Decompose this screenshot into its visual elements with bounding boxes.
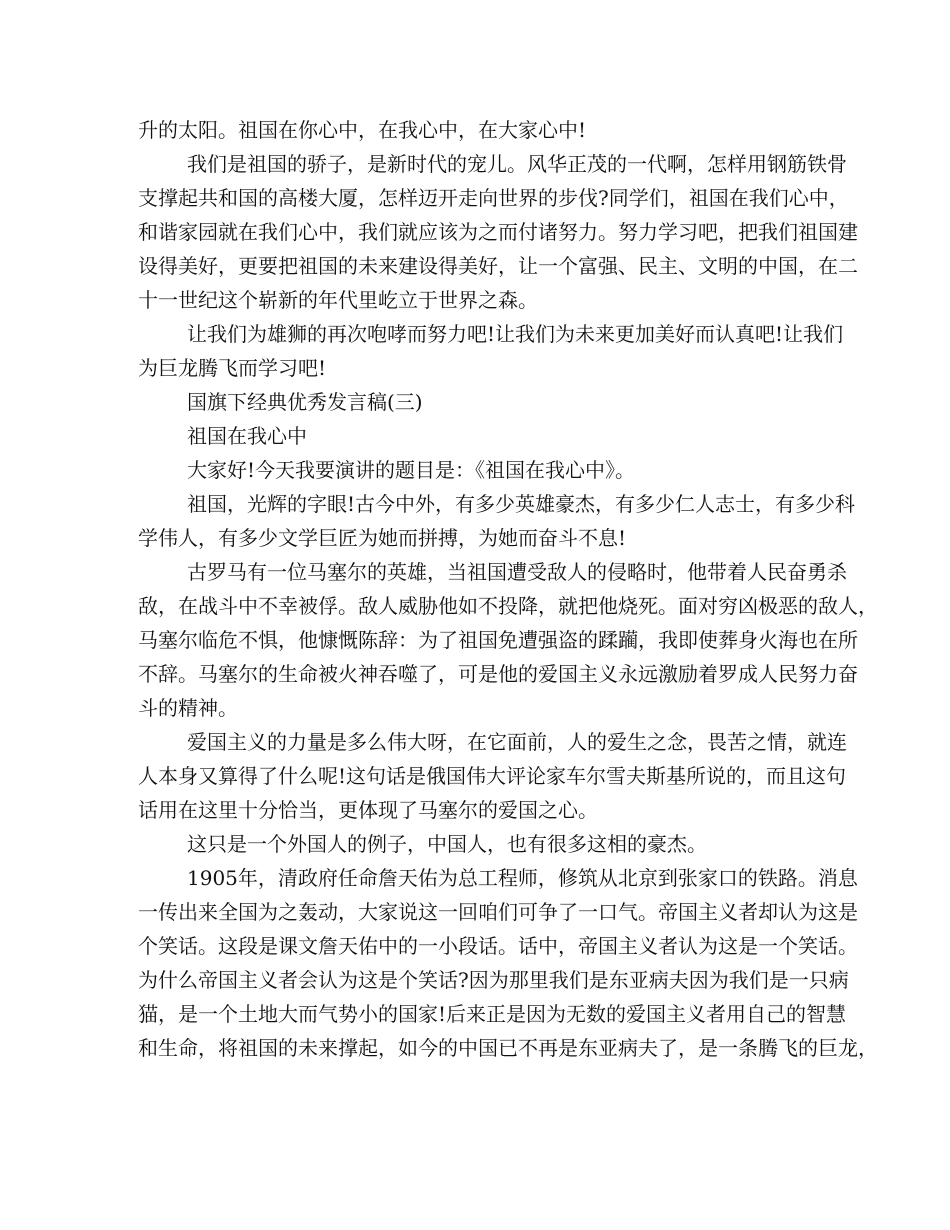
text-line: 个笑话。这段是课文詹天佑中的一小段话。话中，帝国主义者认为这是一个笑话。 xyxy=(138,934,858,958)
text-line: 和生命，将祖国的未来撑起，如今的中国已不再是东亚病夫了，是一条腾飞的巨龙， xyxy=(138,1036,878,1060)
text-line: 十一世纪这个崭新的年代里屹立于世界之森。 xyxy=(138,288,538,312)
text-line: 爱国主义的力量是多么伟大呀，在它面前，人的爱生之念，畏苦之情，就连 xyxy=(187,730,847,754)
text-line: 为巨龙腾飞而学习吧! xyxy=(138,356,327,380)
text-line: 话用在这里十分恰当，更体现了马塞尔的爱国之心。 xyxy=(138,798,598,822)
text-line: 猫，是一个土地大而气势小的国家!后来正是因为无数的爱国主义者用自己的智慧 xyxy=(138,1002,847,1026)
text-line: 斗的精神。 xyxy=(138,696,238,720)
text-line: 敌，在战斗中不幸被俘。敌人威胁他如不投降，就把他烧死。面对穷凶极恶的敌人， xyxy=(138,594,878,618)
text-line: 设得美好，更要把祖国的未来建设得美好，让一个富强、民主、文明的中国，在二 xyxy=(138,254,858,278)
text-line: 和谐家园就在我们心中，我们就应该为之而付诸努力。努力学习吧，把我们祖国建 xyxy=(138,220,858,244)
speech-title: 祖国在我心中 xyxy=(187,424,307,448)
text-line: 祖国，光辉的字眼!古今中外，有多少英雄豪杰，有多少仁人志士，有多少科 xyxy=(187,492,856,516)
text-line: 升的太阳。祖国在你心中，在我心中，在大家心中! xyxy=(138,118,587,142)
text-line: 马塞尔临危不惧，他慷慨陈辞：为了祖国免遭强盗的蹂躏，我即使葬身火海也在所 xyxy=(138,628,858,652)
section-heading: 国旗下经典优秀发言稿(三) xyxy=(187,390,423,414)
text-line: 支撑起共和国的高楼大厦，怎样迈开走向世界的步伐?同学们，祖国在我们心中， xyxy=(138,186,849,210)
text-line: 一传出来全国为之轰动，大家说这一回咱们可争了一口气。帝国主义者却认为这是 xyxy=(138,900,858,924)
text-line: 让我们为雄狮的再次咆哮而努力吧!让我们为未来更加美好而认真吧!让我们 xyxy=(187,322,844,346)
text-line: 为什么帝国主义者会认为这是个笑话?因为那里我们是东亚病夫因为我们是一只病 xyxy=(138,968,849,992)
text-line: 不辞。马塞尔的生命被火神吞噬了，可是他的爱国主义永远激励着罗成人民努力奋 xyxy=(138,662,858,686)
text-line: 人本身又算得了什么呢!这句话是俄国伟大评论家车尔雪夫斯基所说的，而且这句 xyxy=(138,764,847,788)
text-line: 古罗马有一位马塞尔的英雄，当祖国遭受敌人的侵略时，他带着人民奋勇杀 xyxy=(187,560,847,584)
text-line: 大家好!今天我要演讲的题目是：《祖国在我心中》。 xyxy=(187,458,636,482)
text-line: 学伟人，有多少文学巨匠为她而拼搏，为她而奋斗不息! xyxy=(138,526,627,550)
text-line: 这只是一个外国人的例子，中国人，也有很多这相的豪杰。 xyxy=(187,832,707,856)
text-line: 我们是祖国的骄子，是新时代的宠儿。风华正茂的一代啊，怎样用钢筋铁骨 xyxy=(187,152,847,176)
text-line: 1905年，清政府任命詹天佑为总工程师，修筑从北京到张家口的铁路。消息 xyxy=(187,866,858,890)
